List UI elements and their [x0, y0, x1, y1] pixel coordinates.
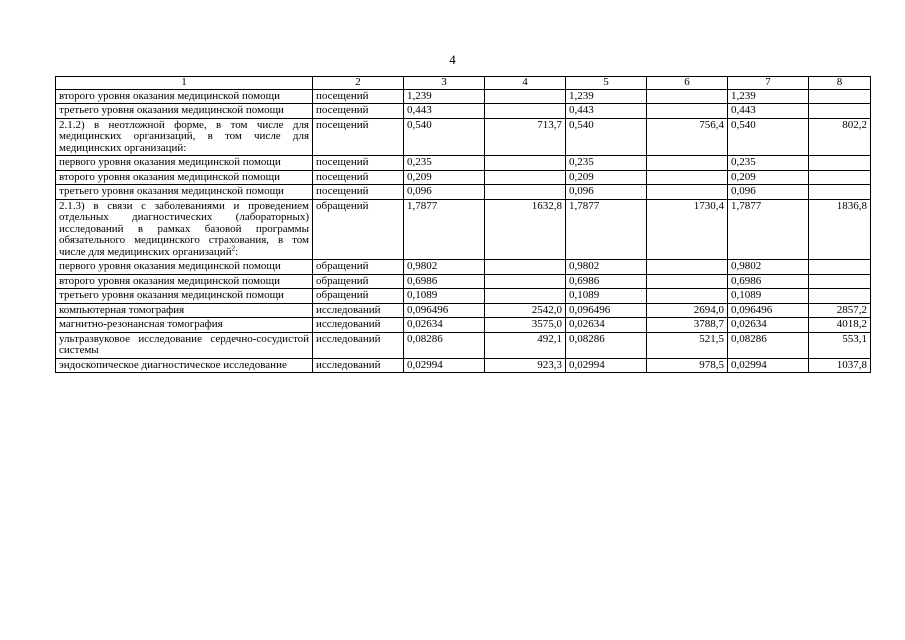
cost-cell — [809, 104, 871, 119]
table-row — [56, 156, 871, 171]
rate-cell: 0,9802 — [566, 260, 647, 275]
row-description — [56, 358, 313, 373]
cost-cell: 4018,2 — [809, 318, 871, 333]
row-description — [56, 289, 313, 304]
cost-cell: 2694,0 — [647, 303, 728, 318]
row-description — [56, 199, 313, 260]
column-number: 2 — [313, 77, 404, 90]
row-description-text: магнитно-резонансная томография — [59, 318, 223, 330]
row-description — [56, 89, 313, 104]
rate-cell: 0,540 — [728, 118, 809, 156]
rate-cell: 0,209 — [566, 170, 647, 185]
cost-cell: 1836,8 — [809, 199, 871, 260]
row-description — [56, 104, 313, 119]
rate-cell: 0,6986 — [566, 274, 647, 289]
unit-cell: посещений — [313, 104, 404, 119]
unit-cell: посещений — [313, 170, 404, 185]
column-number: 4 — [485, 77, 566, 90]
cost-cell: 521,5 — [647, 332, 728, 358]
cost-cell: 802,2 — [809, 118, 871, 156]
rate-cell: 0,9802 — [404, 260, 485, 275]
cost-cell: 756,4 — [647, 118, 728, 156]
cost-cell: 3575,0 — [485, 318, 566, 333]
row-description — [56, 170, 313, 185]
rate-cell: 0,02634 — [404, 318, 485, 333]
rate-cell: 0,1089 — [566, 289, 647, 304]
cost-cell — [485, 156, 566, 171]
cost-cell — [809, 185, 871, 200]
rate-cell: 1,239 — [566, 89, 647, 104]
cost-cell: 923,3 — [485, 358, 566, 373]
cost-cell: 2542,0 — [485, 303, 566, 318]
cost-cell — [647, 104, 728, 119]
table-row — [56, 303, 871, 318]
cost-cell: 978,5 — [647, 358, 728, 373]
cost-cell — [647, 289, 728, 304]
rate-cell: 0,443 — [404, 104, 485, 119]
cost-cell — [809, 260, 871, 275]
footnote-mark: 2 — [231, 243, 236, 252]
unit-cell: обращений — [313, 199, 404, 260]
row-description — [56, 118, 313, 156]
cost-cell — [485, 89, 566, 104]
row-description — [56, 260, 313, 275]
unit-cell: обращений — [313, 274, 404, 289]
rate-cell: 1,7877 — [728, 199, 809, 260]
unit-cell: посещений — [313, 156, 404, 171]
rate-cell: 0,1089 — [404, 289, 485, 304]
rate-cell: 0,02634 — [566, 318, 647, 333]
rate-cell: 0,02994 — [404, 358, 485, 373]
cost-cell: 3788,7 — [647, 318, 728, 333]
column-number: 3 — [404, 77, 485, 90]
rate-cell: 0,096496 — [404, 303, 485, 318]
unit-cell: посещений — [313, 185, 404, 200]
rate-cell: 0,096496 — [728, 303, 809, 318]
cost-cell — [485, 260, 566, 275]
cost-cell: 1632,8 — [485, 199, 566, 260]
column-number-row — [56, 77, 871, 90]
table-row — [56, 289, 871, 304]
rate-cell: 0,235 — [566, 156, 647, 171]
cost-cell: 1037,8 — [809, 358, 871, 373]
row-description — [56, 185, 313, 200]
rate-cell: 0,096 — [728, 185, 809, 200]
rate-cell: 0,08286 — [566, 332, 647, 358]
table-row — [56, 260, 871, 275]
rate-cell: 0,6986 — [728, 274, 809, 289]
rate-cell: 0,6986 — [404, 274, 485, 289]
cost-cell: 553,1 — [809, 332, 871, 358]
row-description-text: ультразвуковое исследование сердечно-сосудистой системы — [59, 332, 309, 356]
cost-cell — [809, 170, 871, 185]
rate-cell: 0,02994 — [566, 358, 647, 373]
rate-cell: 1,239 — [404, 89, 485, 104]
row-description-text: третьего уровня оказания медицинской помощи — [59, 289, 284, 301]
column-number: 6 — [647, 77, 728, 90]
row-description-text: 2.1.3) в связи с заболеваниями и проведением отдельных диагностических (лабораторных) исследований в рамках базовой программы обязательного медицинского страхования, в том числе для медицинских организаций — [59, 199, 309, 258]
cost-cell — [647, 89, 728, 104]
cost-cell: 1730,4 — [647, 199, 728, 260]
data-table — [55, 76, 871, 373]
rate-cell: 1,7877 — [404, 199, 485, 260]
unit-cell: исследований — [313, 303, 404, 318]
cost-cell — [647, 170, 728, 185]
table-row — [56, 318, 871, 333]
page-number: 4 — [449, 52, 456, 67]
table-row — [56, 118, 871, 156]
cost-cell — [647, 185, 728, 200]
row-description — [56, 332, 313, 358]
cost-cell — [485, 185, 566, 200]
row-description-text: первого уровня оказания медицинской помощи — [59, 260, 281, 272]
cost-cell — [647, 260, 728, 275]
unit-cell: обращений — [313, 260, 404, 275]
cost-cell — [809, 89, 871, 104]
unit-cell: посещений — [313, 89, 404, 104]
column-number: 7 — [728, 77, 809, 90]
row-description — [56, 156, 313, 171]
unit-cell: посещений — [313, 118, 404, 156]
rate-cell: 0,1089 — [728, 289, 809, 304]
table-row — [56, 332, 871, 358]
cost-cell — [485, 289, 566, 304]
unit-cell: исследований — [313, 318, 404, 333]
column-number: 8 — [809, 77, 871, 90]
row-description-text: 2.1.2) в неотложной форме, в том числе для медицинских организаций, в том числе для медицинских организаций: — [59, 118, 309, 154]
rate-cell: 1,7877 — [566, 199, 647, 260]
rate-cell: 0,08286 — [404, 332, 485, 358]
table-row — [56, 185, 871, 200]
row-description-text: третьего уровня оказания медицинской помощи — [59, 104, 284, 116]
row-description-text: первого уровня оказания медицинской помощи — [59, 156, 281, 168]
unit-cell: исследований — [313, 332, 404, 358]
rate-cell: 0,08286 — [728, 332, 809, 358]
rate-cell: 0,235 — [404, 156, 485, 171]
rate-cell: 0,9802 — [728, 260, 809, 275]
row-description-end: : — [235, 245, 239, 258]
table-row — [56, 104, 871, 119]
cost-cell — [809, 274, 871, 289]
row-description — [56, 318, 313, 333]
table-row — [56, 89, 871, 104]
cost-cell — [485, 104, 566, 119]
row-description-text: второго уровня оказания медицинской помощи — [59, 89, 280, 102]
rate-cell: 0,209 — [404, 170, 485, 185]
rate-cell: 0,02634 — [728, 318, 809, 333]
rate-cell: 1,239 — [728, 89, 809, 104]
rate-cell: 0,235 — [728, 156, 809, 171]
cost-cell: 2857,2 — [809, 303, 871, 318]
unit-cell: исследований — [313, 358, 404, 373]
rate-cell: 0,540 — [404, 118, 485, 156]
cost-cell: 713,7 — [485, 118, 566, 156]
table-row — [56, 358, 871, 373]
rate-cell: 0,02994 — [728, 358, 809, 373]
row-description-text: компьютерная томография — [59, 303, 185, 316]
table-row — [56, 199, 871, 260]
row-description-text: эндоскопическое диагностическое исследование — [59, 358, 287, 371]
rate-cell: 0,443 — [566, 104, 647, 119]
row-description-text: третьего уровня оказания медицинской помощи — [59, 185, 284, 197]
row-description — [56, 274, 313, 289]
table-row — [56, 274, 871, 289]
cost-cell — [485, 170, 566, 185]
cost-cell — [809, 156, 871, 171]
cost-cell — [647, 274, 728, 289]
row-description — [56, 303, 313, 318]
cost-cell — [647, 156, 728, 171]
row-description-text: второго уровня оказания медицинской помощи — [59, 274, 280, 287]
cost-cell — [485, 274, 566, 289]
rate-cell: 0,096 — [404, 185, 485, 200]
rate-cell: 0,096496 — [566, 303, 647, 318]
row-description-text: второго уровня оказания медицинской помощи — [59, 170, 280, 183]
rate-cell: 0,540 — [566, 118, 647, 156]
table-row — [56, 170, 871, 185]
cost-cell — [809, 289, 871, 304]
cost-cell: 492,1 — [485, 332, 566, 358]
column-number: 1 — [56, 77, 313, 90]
rate-cell: 0,443 — [728, 104, 809, 119]
unit-cell: обращений — [313, 289, 404, 304]
rate-cell: 0,096 — [566, 185, 647, 200]
rate-cell: 0,209 — [728, 170, 809, 185]
column-number: 5 — [566, 77, 647, 90]
